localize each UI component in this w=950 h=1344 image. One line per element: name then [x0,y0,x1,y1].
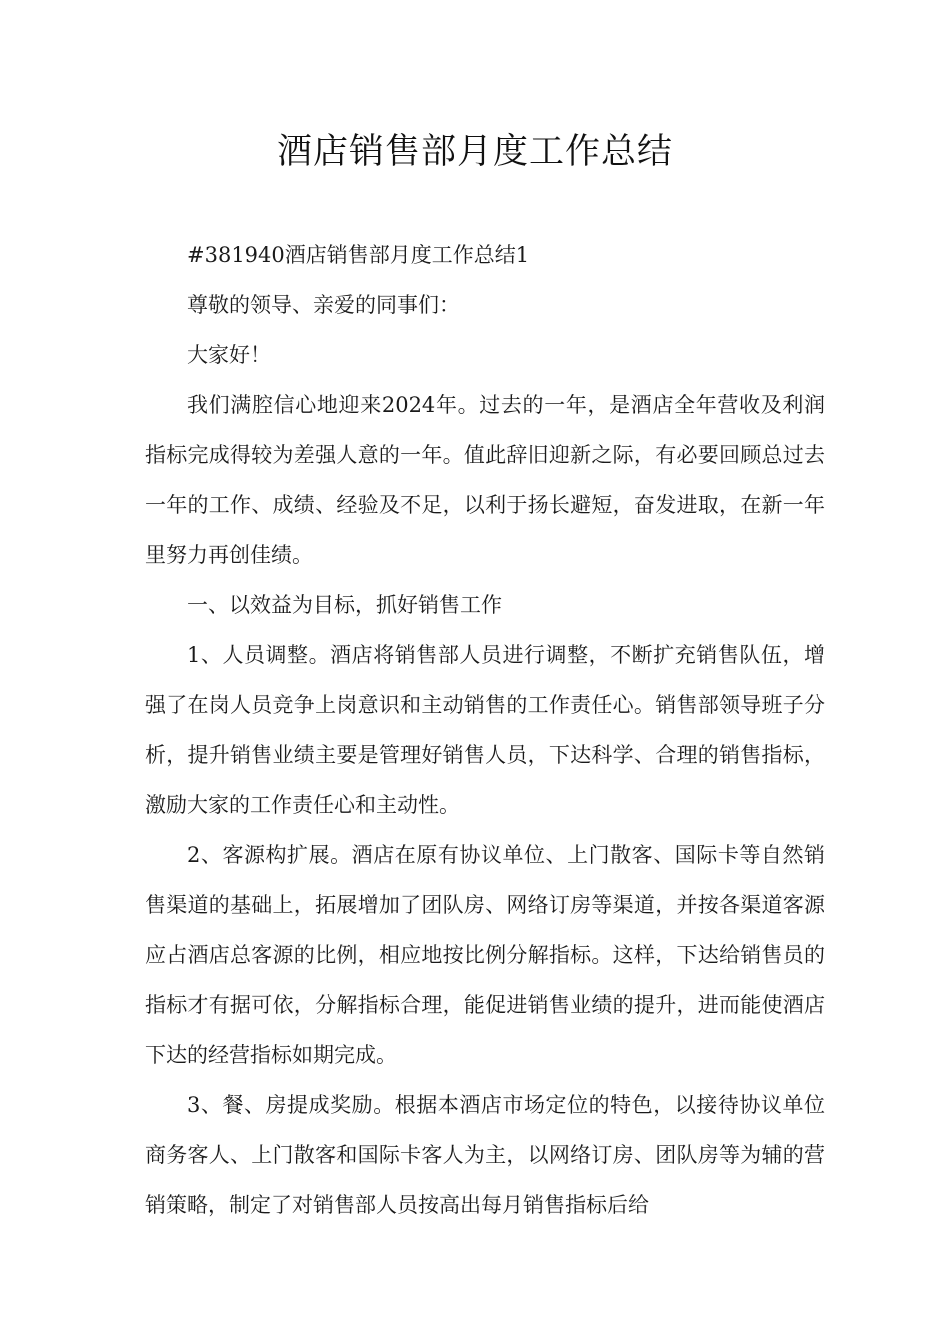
paragraph-item-1: 1、人员调整。酒店将销售部人员进行调整，不断扩充销售队伍，增强了在岗人员竞争上岗意识和主动销售的工作责任心。销售部领导班子分析，提升销售业绩主要是管理好销售人员，下达科学、合理的销售指标，激励大家的工作责任心和主动性。 [145,643,825,817]
greeting: 大家好！ [187,343,271,367]
section-heading: 一、以效益为目标，抓好销售工作 [187,593,502,617]
heading-line: #381940酒店销售部月度工作总结1 [187,243,530,267]
intro-paragraph: 我们满腔信心地迎来2024年。过去的一年，是酒店全年营收及利润指标完成得较为差强人意的一年。值此辞旧迎新之际，有必要回顾总过去一年的工作、成绩、经验及不足，以利于扬长避短，奋发进取，在新一年里努力再创佳绩。 [145,393,825,567]
salutation: 尊敬的领导、亲爱的同事们： [187,293,460,317]
paragraph-item-2: 2、客源构扩展。酒店在原有协议单位、上门散客、国际卡等自然销售渠道的基础上，拓展增加了团队房、网络订房等渠道，并按各渠道客源应占酒店总客源的比例，相应地按比例分解指标。这样，下达给销售员的指标才有据可依，分解指标合理，能促进销售业绩的提升，进而能使酒店下达的经营指标如期完成。 [145,843,825,1067]
paragraph-item-3: 3、餐、房提成奖励。根据本酒店市场定位的特色，以接待协议单位商务客人、上门散客和国际卡客人为主，以网络订房、团队房等为辅的营销策略，制定了对销售部人员按高出每月销售指标后给 [145,1093,825,1217]
document-body [145,230,825,1230]
document-title: 酒店销售部月度工作总结 [276,132,673,172]
